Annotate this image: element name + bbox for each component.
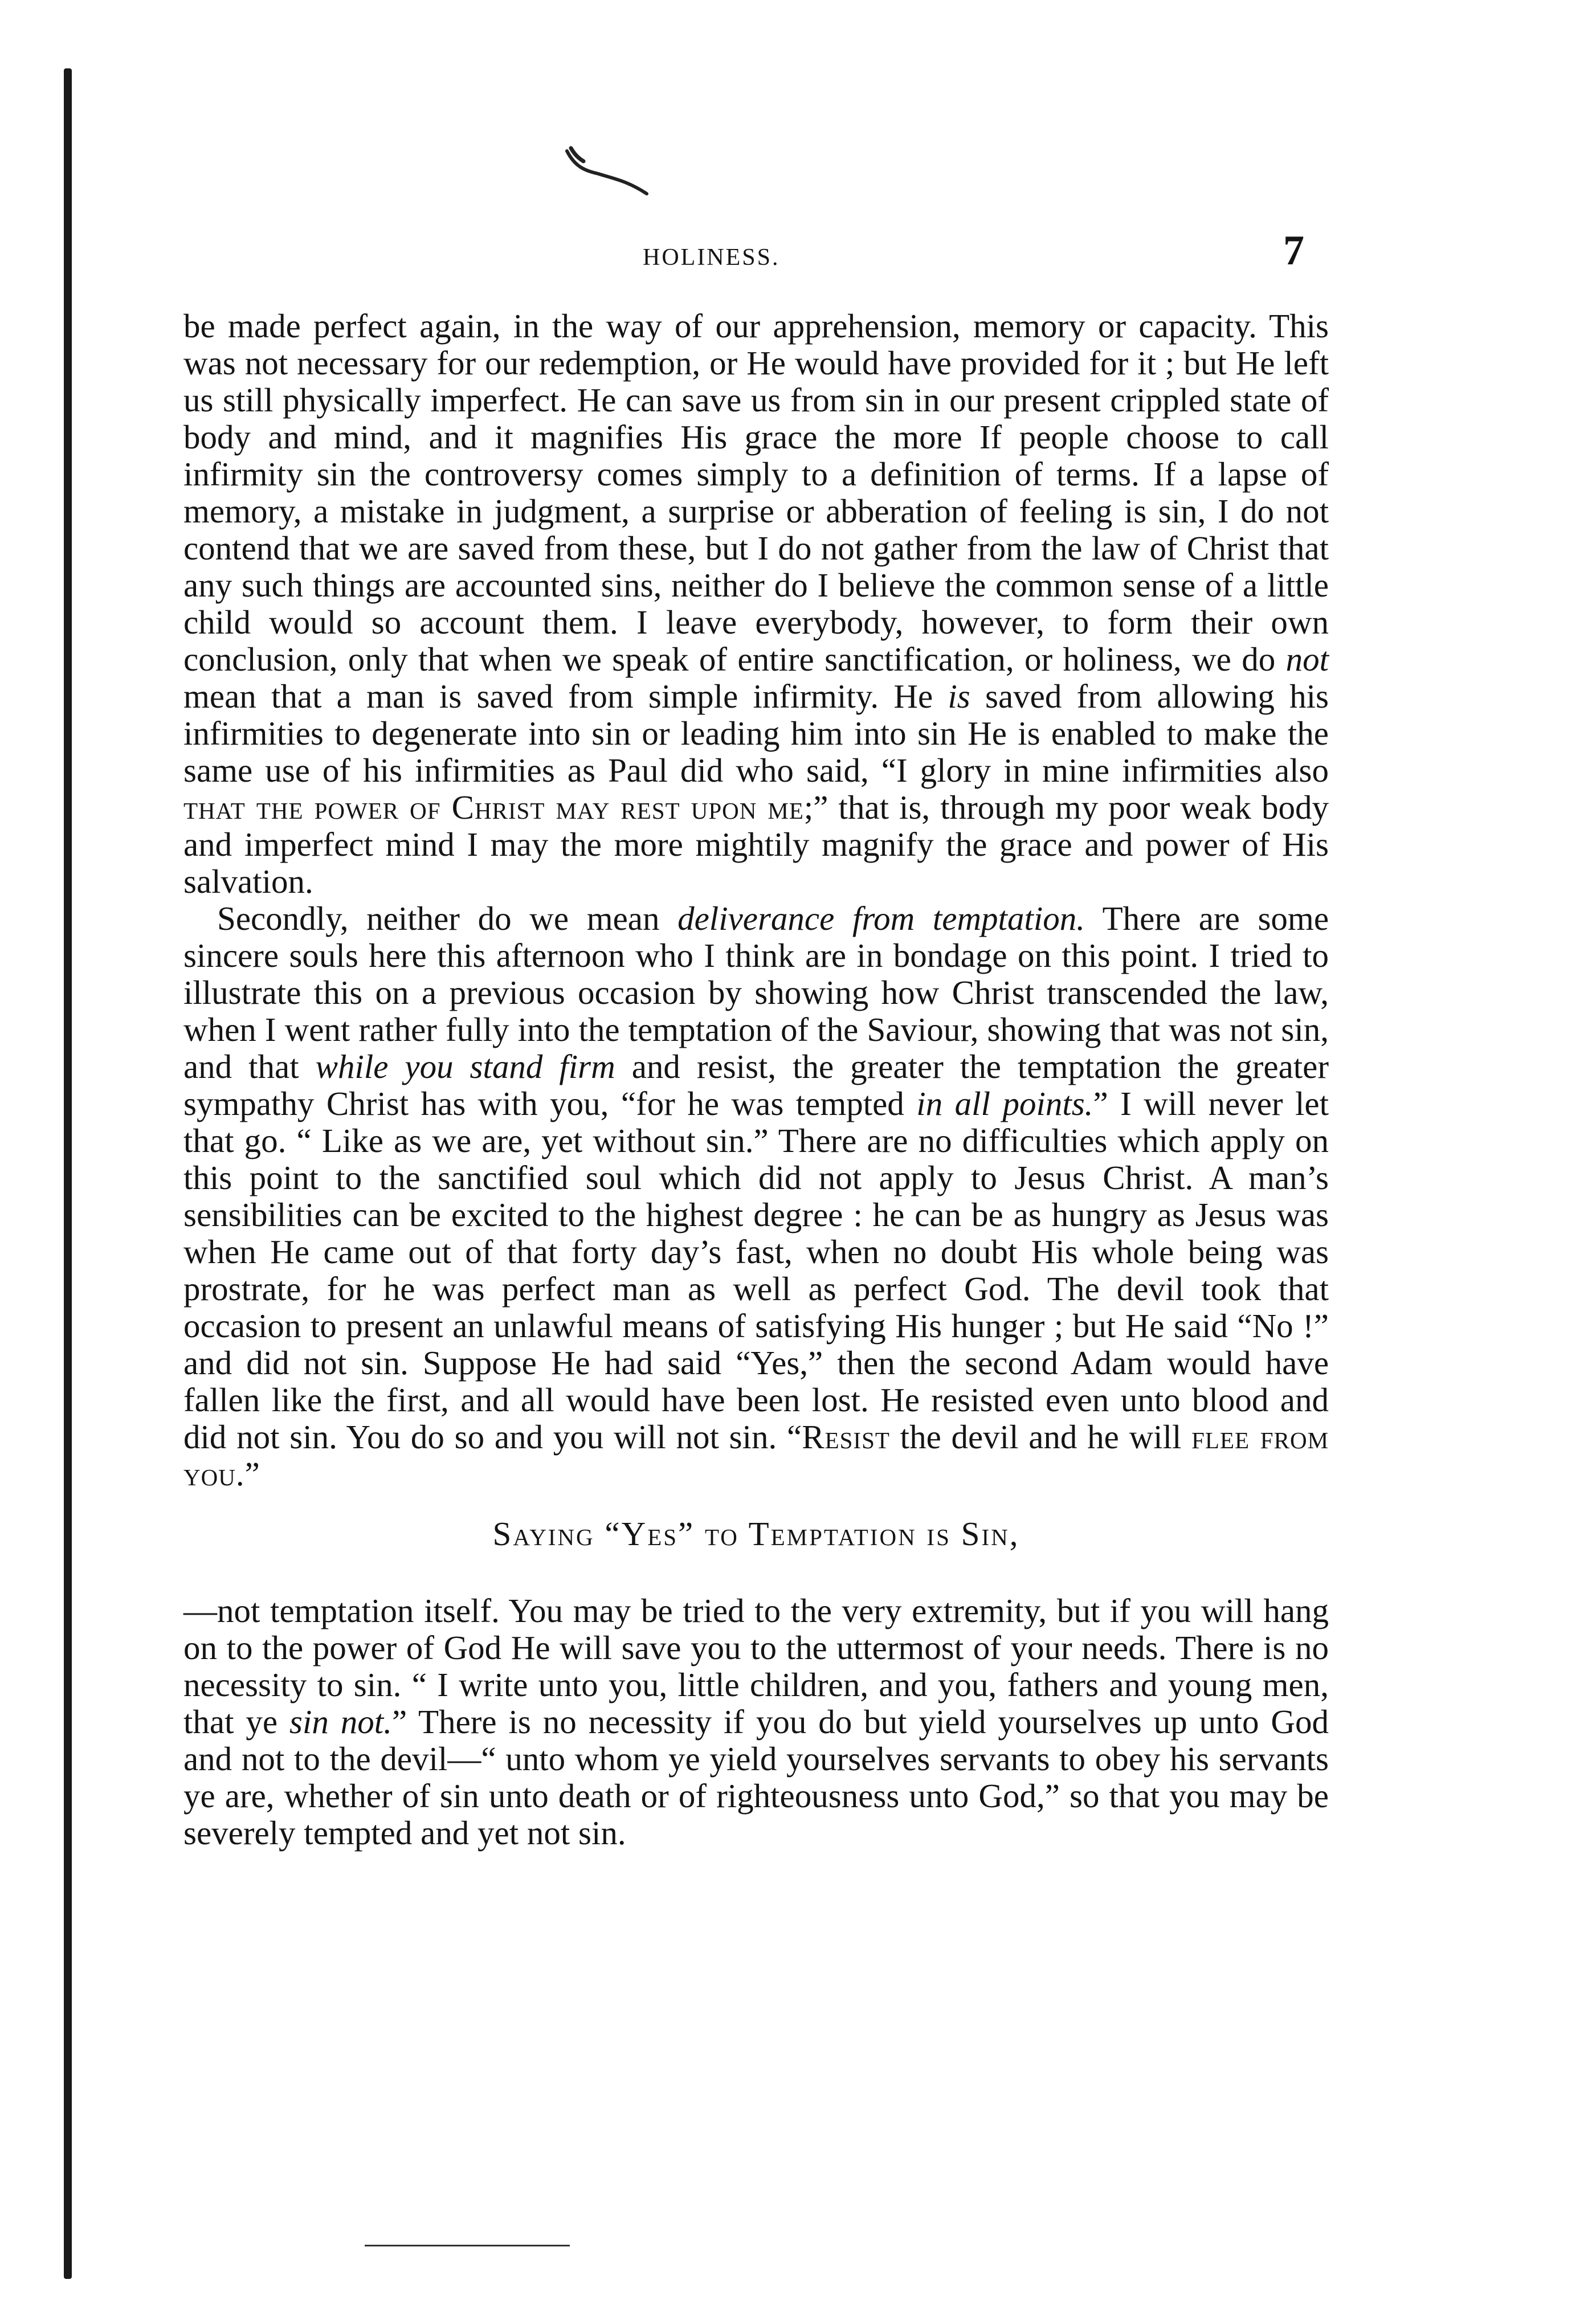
- running-head: HOLINESS.: [643, 244, 780, 271]
- emphasis: not: [1285, 640, 1329, 678]
- text-run: There are some sincere souls here this afternoon who I think are in bondage on this point. I tried to illustrate this on a previous occasion by showing how Christ transcended the law, when I went rather fully into the temptation of the Saviour, showing that was not sin, and that: [183, 900, 1329, 1085]
- text-run: the devil and he will: [900, 1418, 1182, 1456]
- small-caps-word: Resist: [802, 1418, 890, 1456]
- text-run: ;” that is, through my poor weak body and imperfect mind I may the more mightily magnify the grace and power of His salvation.: [183, 789, 1329, 900]
- page-number: 7: [1283, 227, 1304, 274]
- emphasis: in all points.: [916, 1085, 1093, 1122]
- text-run: and resist, the greater the temptation the greater sympathy Christ has with you, “for he was tempted: [183, 1048, 1329, 1122]
- small-caps-quote: that the power of Christ may rest upon me: [183, 789, 804, 826]
- section-heading: Saying “Yes” to Temptation is Sin,: [492, 1515, 1020, 1553]
- text-run: mean that a man is saved from simple infirmity. He: [183, 677, 933, 715]
- emphasis: is: [948, 677, 970, 715]
- paragraph-temptation: [183, 900, 1329, 1493]
- text-run: Secondly, neither do we mean: [217, 900, 660, 937]
- body-text: [183, 308, 1329, 1852]
- ink-squiggle-mark: [564, 145, 650, 197]
- text-run: ” I will never let that go. “ Like as we are, yet without sin.” There are no difficulties which apply on this point to the sanctified soul which did not apply to Jesus Christ. A man’s sensibilities can be excited to the highest degree : he can be as hungry as Jesus was when He came out of that forty day’s fast, when no doubt His whole being was prostrate, for he was perfect man as well as perfect God. The devil took that occasion to present an unlawful means of satisfying His hunger ; but He said “No !” and did not sin. Suppose He had said “Yes,” then the second Adam would have fallen like the first, and all would have been lost. He resisted even unto blood and did not sin. You do so and you will not sin. “: [183, 1085, 1329, 1456]
- text-run: be made perfect again, in the way of our apprehension, memory or capacity. This was not necessary for our redemption, or He would have provided for it ; but He left us still physically imperfect. He can save us from sin in our present crippled state of body and mind, and it magnifies His grace the more If people choose to call infirmity sin the controversy comes simply to a definition of terms. If a lapse of memory, a mistake in judgment, a surprise or abberation of feeling is sin, I do not contend that we are saved from these, but I do not gather from the law of Christ that any such things are accounted sins, neither do I believe the common sense of a little child would so account them. I leave everybody, however, to form their own conclusion, only that when we speak of entire sanctification, or holiness, we do: [183, 307, 1329, 678]
- emphasis: while you stand firm: [315, 1048, 615, 1085]
- paragraph-not-temptation: [183, 1592, 1329, 1852]
- paragraph-infirmity: [183, 308, 1329, 900]
- text-run: ”: [244, 1455, 260, 1493]
- binding-edge-rule: [64, 68, 72, 2279]
- text-run: —not temptation itself. You may be tried to the very extremity, but if you will hang on to the power of God He will save you to the uttermost of your needs. There is no necessity to sin. “ I write unto you, little children, and you, fathers and young men, that ye: [183, 1592, 1329, 1741]
- text-run: saved from allowing his infirmities to degenerate into sin or leading him into sin He is enabled to make the same use of his infirmities as Paul did who said, “I glory in mine infirmities also: [183, 677, 1329, 789]
- footer-rule: [365, 2245, 570, 2246]
- emphasis: deliverance from temptation.: [677, 900, 1085, 937]
- text-run: ” There is no necessity if you do but yield yourselves up unto God and not to the devil—“ unto whom ye yield yourselves servants to obey his servants ye are, whether of sin unto death or of righteousness unto God,” so that you may be severely tempted and yet not sin.: [183, 1703, 1329, 1852]
- emphasis: sin not.: [289, 1703, 392, 1741]
- small-caps-phrase: flee from you.: [183, 1418, 1329, 1493]
